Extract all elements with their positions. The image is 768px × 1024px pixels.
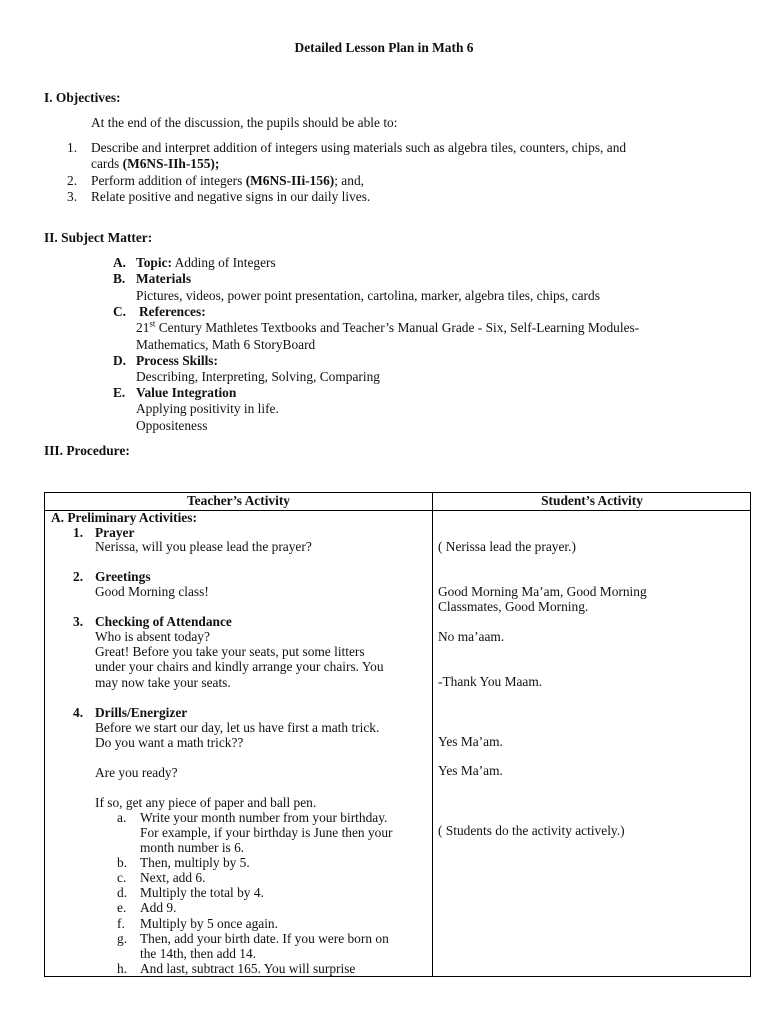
- objective-1-prefix: cards: [91, 156, 123, 171]
- references-century-number: 21: [136, 320, 150, 335]
- step-g-line1: Then, add your birth date. If you were born on: [140, 931, 389, 946]
- teacher-activity-header: Teacher’s Activity: [186, 493, 290, 508]
- greetings-student-line2: Classmates, Good Morning.: [438, 599, 589, 614]
- references-century-suffix: st: [149, 318, 156, 329]
- step-f-letter: f.: [117, 916, 125, 931]
- prayer-title: Prayer: [95, 525, 135, 540]
- prayer-number: 1.: [73, 525, 84, 540]
- step-c-letter: c.: [117, 870, 127, 885]
- objectives-intro: At the end of the discussion, the pupils should be able to:: [91, 115, 398, 130]
- attendance-title: Checking of Attendance: [95, 614, 232, 629]
- step-d-letter: d.: [117, 885, 128, 900]
- references-letter: C.: [113, 304, 127, 319]
- prayer-teacher: Nerissa, will you please lead the prayer?: [95, 539, 312, 554]
- value-integration-label: Value Integration: [136, 385, 237, 400]
- column-divider: [432, 493, 433, 976]
- greetings-student-line1: Good Morning Ma’am, Good Morning: [438, 584, 647, 599]
- objective-3-number: 3.: [67, 189, 78, 204]
- objectives-heading: I. Objectives:: [44, 90, 121, 105]
- process-skills-value: Describing, Interpreting, Solving, Comparing: [136, 369, 380, 384]
- step-e-letter: e.: [117, 900, 127, 915]
- step-c-line1: Next, add 6.: [140, 870, 206, 885]
- materials-value: Pictures, videos, power point presentation, cartolina, marker, algebra tiles, chips, cards: [136, 288, 600, 303]
- step-d-line1: Multiply the total by 4.: [140, 885, 264, 900]
- objective-1-line2: [91, 156, 219, 172]
- step-h-letter: h.: [117, 961, 128, 976]
- step-g-line2: the 14th, then add 14.: [140, 946, 257, 961]
- attendance-teacher-line2: Great! Before you take your seats, put some litters: [95, 644, 365, 659]
- step-g-letter: g.: [117, 931, 128, 946]
- topic-line: [136, 255, 276, 271]
- process-skills-label: Process Skills:: [136, 353, 218, 368]
- objective-1-number: 1.: [67, 140, 78, 155]
- page-title: Detailed Lesson Plan in Math 6: [294, 40, 474, 55]
- topic-label: Topic:: [136, 255, 172, 270]
- topic-letter: A.: [113, 255, 127, 270]
- drills-student-line1: Yes Ma’am.: [438, 734, 503, 749]
- objective-1-line1: Describe and interpret addition of integers using materials such as algebra tiles, counters, chips, and: [91, 140, 627, 155]
- value-integration-line1: Applying positivity in life.: [136, 401, 279, 416]
- materials-label: Materials: [136, 271, 192, 286]
- subject-matter-heading: II. Subject Matter:: [44, 230, 153, 245]
- objective-3-text: Relate positive and negative signs in our daily lives.: [91, 189, 371, 204]
- activity-table: [44, 492, 751, 977]
- greetings-title: Greetings: [95, 569, 151, 584]
- value-integration-line2: Oppositeness: [136, 418, 208, 433]
- step-b-letter: b.: [117, 855, 128, 870]
- step-a-line3: month number is 6.: [140, 840, 245, 855]
- topic-value: Adding of Integers: [171, 255, 276, 270]
- attendance-teacher-line4: may now take your seats.: [95, 675, 231, 690]
- drills-teacher-line3: Are you ready?: [95, 765, 178, 780]
- objective-2-code: (M6NS-IIi-156): [245, 173, 335, 188]
- references-label: References:: [139, 304, 206, 319]
- step-a-letter: a.: [117, 810, 127, 825]
- value-integration-letter: E.: [113, 385, 126, 400]
- objective-2-number: 2.: [67, 173, 78, 188]
- student-activity-header: Student’s Activity: [541, 493, 643, 508]
- drills-teacher-line1: Before we start our day, let us have first a math trick.: [95, 720, 380, 735]
- process-skills-letter: D.: [113, 353, 127, 368]
- objective-2-post: ; and,: [334, 173, 364, 188]
- step-b-line1: Then, multiply by 5.: [140, 855, 250, 870]
- drills-student-line3: ( Students do the activity actively.): [438, 823, 625, 838]
- prayer-student: ( Nerissa lead the prayer.): [438, 539, 576, 554]
- step-a-line2: For example, if your birthday is June then your: [140, 825, 393, 840]
- objective-2-text: [91, 173, 364, 189]
- step-f-line1: Multiply by 5 once again.: [140, 916, 278, 931]
- references-line1: [136, 320, 639, 336]
- attendance-student-line2: -Thank You Maam.: [438, 674, 543, 689]
- references-line1-rest: Century Mathletes Textbooks and Teacher’s Manual Grade - Six, Self-Learning Modules-: [155, 320, 640, 335]
- attendance-teacher-line3: under your chairs and kindly arrange your chairs. You: [95, 659, 384, 674]
- drills-teacher-line2: Do you want a math trick??: [95, 735, 244, 750]
- greetings-number: 2.: [73, 569, 84, 584]
- drills-title: Drills/Energizer: [95, 705, 188, 720]
- objective-2-pre: Perform addition of integers: [91, 173, 246, 188]
- drills-student-line2: Yes Ma’am.: [438, 763, 503, 778]
- step-h-line1: And last, subtract 165. You will surprise: [140, 961, 356, 976]
- procedure-heading: III. Procedure:: [44, 443, 130, 458]
- greetings-teacher: Good Morning class!: [95, 584, 209, 599]
- attendance-teacher-line1: Who is absent today?: [95, 629, 210, 644]
- drills-teacher-line4: If so, get any piece of paper and ball pen.: [95, 795, 317, 810]
- attendance-number: 3.: [73, 614, 84, 629]
- attendance-student-line1: No ma’aam.: [438, 629, 505, 644]
- step-e-line1: Add 9.: [140, 900, 177, 915]
- references-line2: Mathematics, Math 6 StoryBoard: [136, 337, 316, 352]
- step-a-line1: Write your month number from your birthday.: [140, 810, 388, 825]
- drills-number: 4.: [73, 705, 84, 720]
- preliminary-activities-heading: A. Preliminary Activities:: [51, 510, 197, 525]
- materials-letter: B.: [113, 271, 126, 286]
- objective-1-code: (M6NS-IIh-155);: [122, 156, 220, 171]
